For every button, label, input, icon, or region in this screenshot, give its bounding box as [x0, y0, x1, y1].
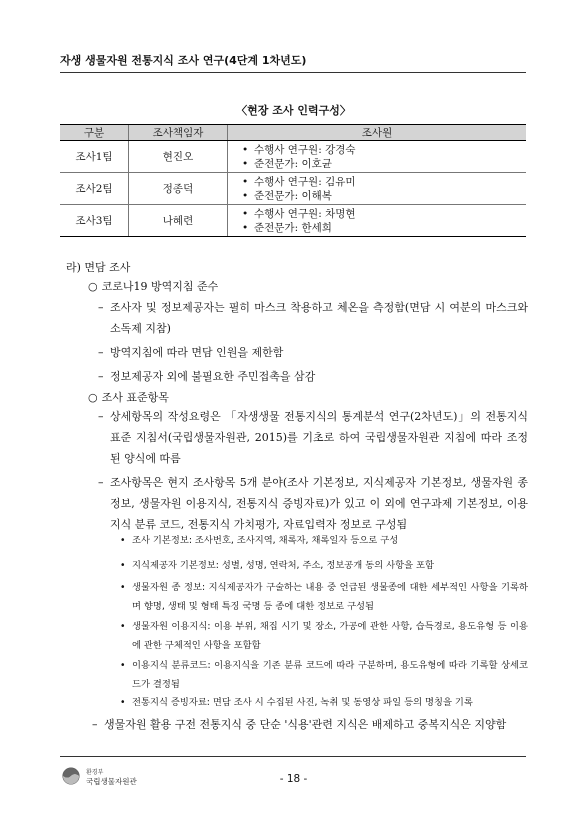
- heading-standard: ○ 조사 표준항목: [88, 389, 169, 405]
- member-item: • 준전문가: 이호균: [242, 157, 526, 171]
- heading-covid: ○ 코로나19 방역지침 준수: [88, 278, 218, 294]
- bullet-icon: •: [120, 560, 126, 571]
- bullet-icon: •: [120, 660, 126, 671]
- list-item: • 지식제공자 기본정보: 성별, 성명, 연락처, 주소, 정보공개 동의 사항을 포함: [118, 556, 528, 575]
- col-header-team: 구분: [60, 125, 129, 141]
- member-item: • 수행사 연구원: 차명현: [242, 207, 526, 221]
- member-item: • 준전문가: 한세희: [242, 221, 526, 235]
- section-heading-interview: 라) 면담 조사: [66, 261, 131, 274]
- institute-name: 국립생물자원관: [86, 777, 137, 786]
- list-item: • 생물자원 종 정보: 지식제공자가 구술하는 내용 중 언급된 생물종에 대한 세부적인 사항을 기록하며 향명, 생태 및 형태 특징 국명 등 종에 대한 정보로 구성됨: [118, 578, 528, 616]
- paragraph-text: – 생물자원 활용 구전 전통지식 중 단순 '식용'관련 지식은 배제하고 중복지식은 지양함: [92, 714, 528, 735]
- standard-item-guidelines: [98, 406, 528, 469]
- standard-item-fields: [98, 472, 528, 535]
- footer-rule: [60, 756, 526, 757]
- table-row: [60, 205, 526, 237]
- list-item: • 생물자원 이용지식: 이용 부위, 채집 시기 및 장소, 가공에 관한 사항, 습득경로, 용도유형 등 이용에 관한 구체적인 사항을 포함함: [118, 617, 528, 655]
- bullet-icon: •: [120, 582, 126, 593]
- covid-item-contact: [98, 366, 528, 387]
- paragraph-text: – 조사자 및 정보제공자는 필히 마스크 착용하고 체온을 측정함(면담 시 여분의 마스크와 소독제 지참): [98, 297, 528, 339]
- col-header-lead: 조사책임자: [129, 125, 228, 141]
- table-caption: 〈현장 조사 인력구성〉: [236, 104, 351, 117]
- lead-cell: 나혜련: [129, 205, 228, 237]
- bullet-icon: •: [120, 621, 126, 632]
- col-header-members: 조사원: [228, 125, 527, 141]
- paragraph-text: – 조사항목은 현지 조사항목 5개 분야(조사 기본정보, 지식제공자 기본정보, 생물자원 종정보, 생물자원 이용지식, 전통지식 증빙자료)가 있고 이 외에 연구과제 기본정보, 이용지식 분류 코드, 전통지식 가치평가, 자료입력자 정보로 구성됨: [98, 472, 528, 535]
- page-number: - 18 -: [279, 773, 308, 785]
- paragraph-text: – 방역지침에 따라 면담 인원을 제한함: [98, 342, 528, 363]
- team-cell: 조사3팀: [60, 205, 129, 237]
- bullet-icon: •: [120, 697, 126, 708]
- running-header: 자생 생물자원 전통지식 조사 연구(4단계 1차년도): [60, 54, 307, 67]
- member-item: • 준전문가: 이해복: [242, 189, 526, 203]
- table-row: [60, 173, 526, 205]
- covid-item-limit: [98, 342, 528, 363]
- list-item: • 전통지식 증빙자료: 면담 조사 시 수집된 사진, 녹취 및 동영상 파일 등의 명칭을 기록: [118, 693, 528, 712]
- list-item: • 조사 기본정보: 조사번호, 조사지역, 채록자, 채록일자 등으로 구성: [118, 531, 528, 550]
- staff-table: [60, 124, 526, 237]
- table-row: [60, 141, 526, 173]
- list-item: • 이용지식 분류코드: 이용지식을 기존 분류 코드에 따라 구분하며, 용도유형에 따라 기록할 상세코드가 결정됨: [118, 656, 528, 694]
- team-cell: 조사2팀: [60, 173, 129, 205]
- members-cell: [228, 141, 527, 173]
- paragraph-text: – 정보제공자 외에 불필요한 주민접촉을 삼감: [98, 366, 528, 387]
- paragraph-text: – 상세항목의 작성요령은 「자생생물 전통지식의 통계분석 연구(2차년도)」의 전통지식 표준 지침서(국립생물자원관, 2015)를 기초로 하여 국립생물자원관 지침에 따라 조정된 양식에 따름: [98, 406, 528, 469]
- lead-cell: 현진오: [129, 141, 228, 173]
- member-item: • 수행사 연구원: 김유미: [242, 175, 526, 189]
- header-rule: [60, 72, 526, 73]
- members-cell: [228, 205, 527, 237]
- lead-cell: 정종덕: [129, 173, 228, 205]
- standard-item-exclusion: [92, 714, 528, 735]
- members-cell: [228, 173, 527, 205]
- bullet-icon: •: [120, 535, 126, 546]
- covid-item-mask: [98, 297, 528, 339]
- member-item: • 수행사 연구원: 강경숙: [242, 143, 526, 157]
- team-cell: 조사1팀: [60, 141, 129, 173]
- table-header-row: [60, 125, 526, 141]
- ministry-label: 환경부: [86, 769, 104, 776]
